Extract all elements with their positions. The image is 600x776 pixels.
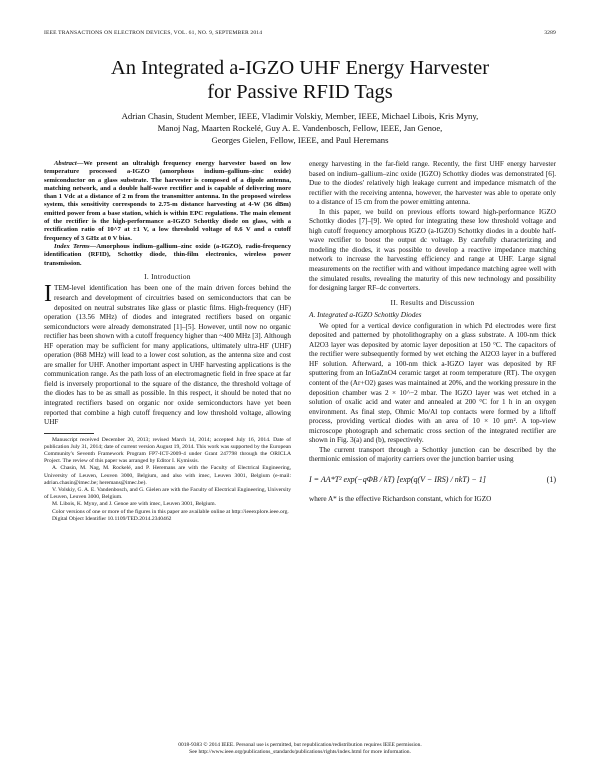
- subsection-heading-diodes: A. Integrated a-IGZO Schottky Diodes: [309, 310, 422, 320]
- footnotes: [44, 437, 291, 523]
- abstract-label: Abstract: [54, 160, 77, 167]
- footnote-color: Color versions of one or more of the figures in this paper are available online at http://ieeexplore.ieee.org.: [52, 508, 289, 515]
- footnote-divider: [44, 433, 94, 434]
- title-line-1: An Integrated a-IGZO UHF Energy Harvester: [110, 57, 490, 79]
- equation-1: [309, 470, 556, 490]
- abstract: Abstract—We present an ultrahigh frequency energy harvester based on low temperature processed a-IGZO (amorphous indium–gallium–zinc oxide) semiconductor on a glass substrate. The harvester is composed of a dipole antenna, matching network, and a double half-wave rectifier and is capable of delivering more than 1 Vdc at a distance of 2 m from the transmitter antenna. In the proposed wireless system, this sensitivity corresponds to 2.75-m distance harvesting at 4-W (36 dBm) emitted power from a base station, which is within EPC regulations. The main element of the rectifier is the high-performance a-IGZO Schottky diode on glass, with a rectification ratio of 10^7 at ±1 V, a low threshold voltage of 0.6 V and a cutoff frequency of 3 GHz at 0 V bias.: [44, 160, 291, 242]
- intro-continued: energy harvesting in the far-field range. Recently, the first UHF energy harvester based on indium–gallium–zinc oxide (IGZO) Schottky diodes was demonstrated [6]. Due to the diodes' relatively high leakage current and impedance mismatch of the rectifier with the receiving antenna, however, the harvester was able to operate only to a distance of 15 cm from the power emitting antenna.: [309, 160, 556, 207]
- right-column: [309, 160, 556, 505]
- footnote-affiliation-1: A. Chasin, M. Nag, M. Rockelé, and P. Heremans are with the Faculty of Electrical Engineering, University of Leuven, Leuven 3000, Belgium, and also with imec, Leuven 3001, Belgium (e-mail: adrian.chasin@imec.be; heremans@imec.be).: [44, 465, 291, 486]
- intro-text: TEM-level identification has been one of the main driven forces behind the research and development of circuitries based on semiconductors that can be deposited on neutral substrates like glass or plastic films. High-frequency (HF) operation (13.56 MHz) of diodes and integrated rectifiers based on organic semiconductors were already demonstrated [1]–[5]. However, until now no organic rectifier has been shown with a cutoff frequency higher than ~400 MHz [3]. Although HF operation may be sufficient for many applications, ultimately ultra-HF (UHF) operation (868 MHz) will lead to a lower cost solution, as the antenna size and cost are smaller for UHF. Another important aspect in UHF harvesting applications is the communication range. As the path loss of an electromagnetic field in free space at far field is inversely proportional to the square of the distance, the threshold voltage of the diodes has to be as small as possible. In this respect, it should be noted that no integrated rectifiers based on organic nor oxide semiconductors have yet been reported that combine a high cutoff frequency and low threshold voltage, allowing UHF: [44, 284, 291, 427]
- authors-line-1: Adrian Chasin, Student Member, IEEE, Vladimir Volskiy, Member, IEEE, Michael Libois, Kris Myny,: [121, 111, 479, 121]
- footnote-doi: Digital Object Identifier 10.1109/TED.2014.2340462: [52, 515, 172, 522]
- copyright-notice: 0018-9383 © 2014 IEEE. Personal use is permitted, but republication/redistribution requires IEEE permission.: [178, 742, 422, 748]
- running-header: [44, 30, 556, 36]
- richardson-paragraph: where A* is the effective Richardson constant, which for IGZO: [309, 494, 492, 503]
- footnote-manuscript: Manuscript received December 20, 2013; revised March 14, 2014; accepted July 16, 2014. Date of publication July 31, 2014; date of current version August 19, 2014. This work was supported by the European Community's Seventh Framework Program FP7-ICT-2009-4 under Grant 247798 through the ORICLA Project. The review of this paper was arranged by Editor I. Kymissis.: [44, 436, 291, 465]
- author-list: [60, 110, 540, 147]
- journal-name: IEEE TRANSACTIONS ON ELECTRON DEVICES, VOL. 61, NO. 9, SEPTEMBER 2014: [44, 30, 263, 36]
- paper-title: [40, 56, 560, 104]
- footnote-affiliation-3: M. Libois, K. Myny, and J. Genoe are with imec, Leuven 3001, Belgium.: [52, 501, 217, 508]
- index-terms: Index Terms—Amorphous indium–gallium–zinc oxide (a-IGZO), radio-frequency identification (RFID), Schottky diode, thin-film electronics, wireless power transmission.: [44, 242, 291, 267]
- intro-paragraph-2: In this paper, we build on previous efforts toward high-performance IGZO Schottky diodes [7]–[9]. We opted for integrating these low threshold voltage and high cutoff frequency amorphous IGZO (a-IGZO) Schottky diodes in a double half-wave rectifier to boost the output dc voltage. By carefully characterizing and modeling the diodes, it was possible to develop a reactive impedance matching network to increase the harvesting efficiency and range at UHF. Large signal measurements on the rectifier with and without impedance matching agree well with the simulated results, revealing the maturity of this new technology and possibility for designing larger RF–dc converters.: [309, 207, 556, 293]
- title-line-2: for Passive RFID Tags: [207, 81, 393, 103]
- abstract-text: We present an ultrahigh frequency energy harvester based on low temperature processed a-IGZO (amorphous indium–gallium–zinc oxide) semiconductor on a glass substrate. The harvester is composed of a dipole antenna, matching network, and a double half-wave rectifier and is capable of delivering more than 1 Vdc at a distance of 2 m from the transmitter antenna. In the proposed wireless system, this sensitivity corresponds to 2.75-m distance harvesting at 4-W (36 dBm) emitted power from a base station, which is within EPC regulations. The main element of the rectifier is the high-performance a-IGZO Schottky diode on glass, with a rectification ratio of 10^7 at ±1 V, a low threshold voltage of 0.6 V and a cutoff frequency of 3 GHz at 0 V bias.: [44, 160, 291, 242]
- section-heading-introduction: I. Introduction: [144, 271, 191, 281]
- equation-body: I = AA*T² exp(−qΦB / kT) [exp(q(V − IRS) / nkT) − 1]: [309, 475, 486, 485]
- left-column: [44, 160, 291, 523]
- methods-paragraph: We opted for a vertical device configuration in which Pd electrodes were first deposited and patterned by photolithography on a glass substrate. A 100-nm thick Al2O3 layer was deposited by atomic layer deposition at 150 °C. The capacitors of the rectifier were subsequently formed by wet etching the Al2O3 layer in a buffered HF solution. Afterward, a 100-nm thick a-IGZO layer was deposited by RF sputtering from an InGaZnO4 ceramic target at room temperature (RT). The oxygen content of the (Ar+O2) gases was maintained at 20%, and the working pressure in the deposition chamber was 2 × 10^−2 mbar. The IGZO layer was wet etched in a solution of oxalic acid and water and annealed at 200 °C for 1 h in an oxygen environment. As final step, Ohmic Mo/Al top contacts were formed by a liftoff process, providing vertical diodes with an area of 10 × 10 μm². A top-view microscope photograph and schematic cross section of the integrated rectifier are shown in Fig. 3(a) and (b), respectively.: [309, 321, 556, 445]
- page-number: 3289: [544, 30, 556, 36]
- drop-cap: I: [44, 281, 52, 308]
- authors-line-2: Manoj Nag, Maarten Rockelé, Guy A. E. Vandenbosch, Fellow, IEEE, Jan Genoe,: [157, 123, 443, 134]
- index-terms-text: Amorphous indium–gallium–zinc oxide (a-IGZO), radio-frequency identification (RFID), Schottky diode, thin-film electronics, wireless power transmission.: [44, 242, 291, 267]
- section-heading-results: II. Results and Discussion: [390, 297, 475, 307]
- footnote-affiliation-2: V. Volskiy, G. A. E. Vandenbosch, and G. Gielen are with the Faculty of Electrical Engineering, University of Leuven, Leuven 3000, Belgium.: [44, 487, 291, 501]
- authors-line-3: Georges Gielen, Fellow, IEEE, and Paul Heremans: [211, 135, 389, 146]
- intro-paragraph: [44, 281, 291, 427]
- rights-url: See http://www.ieee.org/publications_standards/publications/rights/index.html for more information.: [189, 749, 411, 756]
- index-terms-label: Index Terms: [54, 242, 90, 250]
- equation-number: (1): [546, 475, 556, 485]
- transport-paragraph: The current transport through a Schottky junction can be described by the thermionic emission of majority carriers over the junction barrier using: [309, 445, 556, 464]
- copyright-footer: [80, 742, 520, 756]
